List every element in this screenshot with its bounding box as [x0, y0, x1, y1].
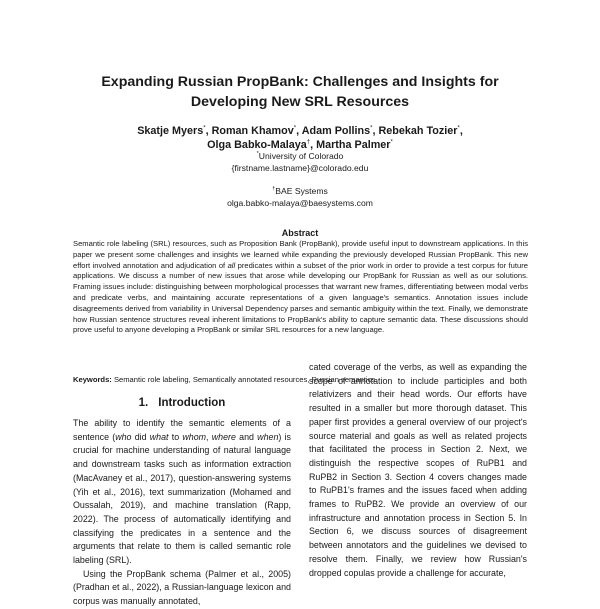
affiliation-mark: † [306, 139, 311, 146]
section-number: 1. [138, 397, 149, 409]
section-title: Introduction [158, 397, 226, 409]
affiliation-2: †BAE Systems olga.babko-malaya@baesystems.com [227, 186, 373, 208]
author-name: Adam Pollins [301, 125, 371, 137]
affiliation-email: {firstname.lastname}@colorado.edu [231, 162, 369, 173]
author-name: Rebekah Tozier [378, 125, 458, 137]
affiliation-email: olga.babko-malaya@baesystems.com [227, 197, 373, 208]
affiliation-name: University of Colorado [258, 151, 344, 161]
title-line-1: Expanding Russian PropBank: Challenges and Insights for [101, 74, 499, 90]
author-name: Olga Babko-Malaya [207, 139, 307, 151]
intro-paragraph-1: The ability to identify the semantic elements of a sentence (who did what to whom, where and when) is crucial for machine understanding of natural language and downstream tasks such as information extraction (MacAvaney et al., 2017), question-answering systems (Yih et al., 2016), text summarization (Mohamed and Oussalah, 2019), and machine translation (Rapp, 2022). The process of automatically identifying and classifying the predicates in a sentence and the arguments that relate to them is called semantic role labeling (SRL). [73, 418, 291, 566]
author-name: Skatje Myers [137, 125, 204, 137]
section-heading-introduction [73, 396, 291, 410]
abstract-body: Semantic role labeling (SRL) resources, such as Proposition Bank (PropBank), provide useful input to downstream applications. In this paper we present some challenges and insights we learned while expanding the previously developed Russian PropBank. This new effort involved annotation and adjudication of all predicates within a subset of the prior work in order to provide a test corpus for future applications. We discuss a number of new issues that arose while developing our PropBank for Russian as well as our solutions. Framing issues include: distinguishing between morphological processes that warrant new frames, differentiating between modal verbs and predicate verbs, and maintaining accurate representations of a given language's semantics. Annotation issues include disagreements derived from variability in Universal Dependency parses and semantic ambiguity within the text. Finally, we demonstrate how Russian sentence structures reveal inherent limitations to PropBank's ability to capture semantic data. These discussions should prove useful to anyone developing a PropBank or similar SRL resources for a new language. [73, 239, 528, 335]
paper-title [60, 72, 540, 112]
title-line-2: Developing New SRL Resources [190, 94, 410, 110]
intro-paragraph-right: cated coverage of the verbs, as well as expanding the scope of annotation to include participles and both relativizers and their head words. Our efforts have resulted in a smaller but more thorough dataset. This paper first provides a general overview of our project's source material and goals as well as related projects that facilitated the process in Section 2. Next, we distinguish the respective scopes of RuPB1 and RuPB2 in Section 3. Section 4 covers changes made to RuPB1's frames and the issues faced when adding frames to RuPB2. We provide an overview of our infrastructure and annotation process in Section 5. In Section 6, we discuss sources of disagreement between annotators and the guidelines we devised to resolve them. Finally, we review how Russian's dropped copulas provide a challenge for accurate, [309, 362, 527, 578]
author-name: Martha Palmer [316, 139, 391, 151]
author-name: Roman Khamov [211, 125, 294, 137]
affiliation-mark: * [293, 125, 297, 132]
affiliation-1: *University of Colorado {firstname.lastname}@colorado.edu [231, 151, 369, 173]
affiliation-mark: * [390, 139, 393, 146]
keywords-text: Semantic role labeling, Semantically annotated resources, Russian semantics [111, 375, 376, 384]
affiliation-mark: * [457, 125, 460, 132]
abstract-heading: Abstract [281, 228, 319, 238]
author-list: Skatje Myers*, Roman Khamov*, Adam Pollins*, Rebekah Tozier*, Olga Babko-Malaya†, Martha Palmer* [137, 125, 463, 151]
intro-paragraph-2: Using the PropBank schema (Palmer et al., 2005) (Pradhan et al., 2022), a Russian-language lexicon and corpus was manually annotated, [73, 568, 291, 607]
affiliation-name: BAE Systems [275, 186, 328, 196]
keywords-label: Keywords: [73, 375, 112, 384]
affiliation-mark: * [370, 125, 373, 132]
left-column [73, 417, 291, 609]
affiliation-mark: * [203, 125, 206, 132]
right-column [309, 361, 527, 580]
